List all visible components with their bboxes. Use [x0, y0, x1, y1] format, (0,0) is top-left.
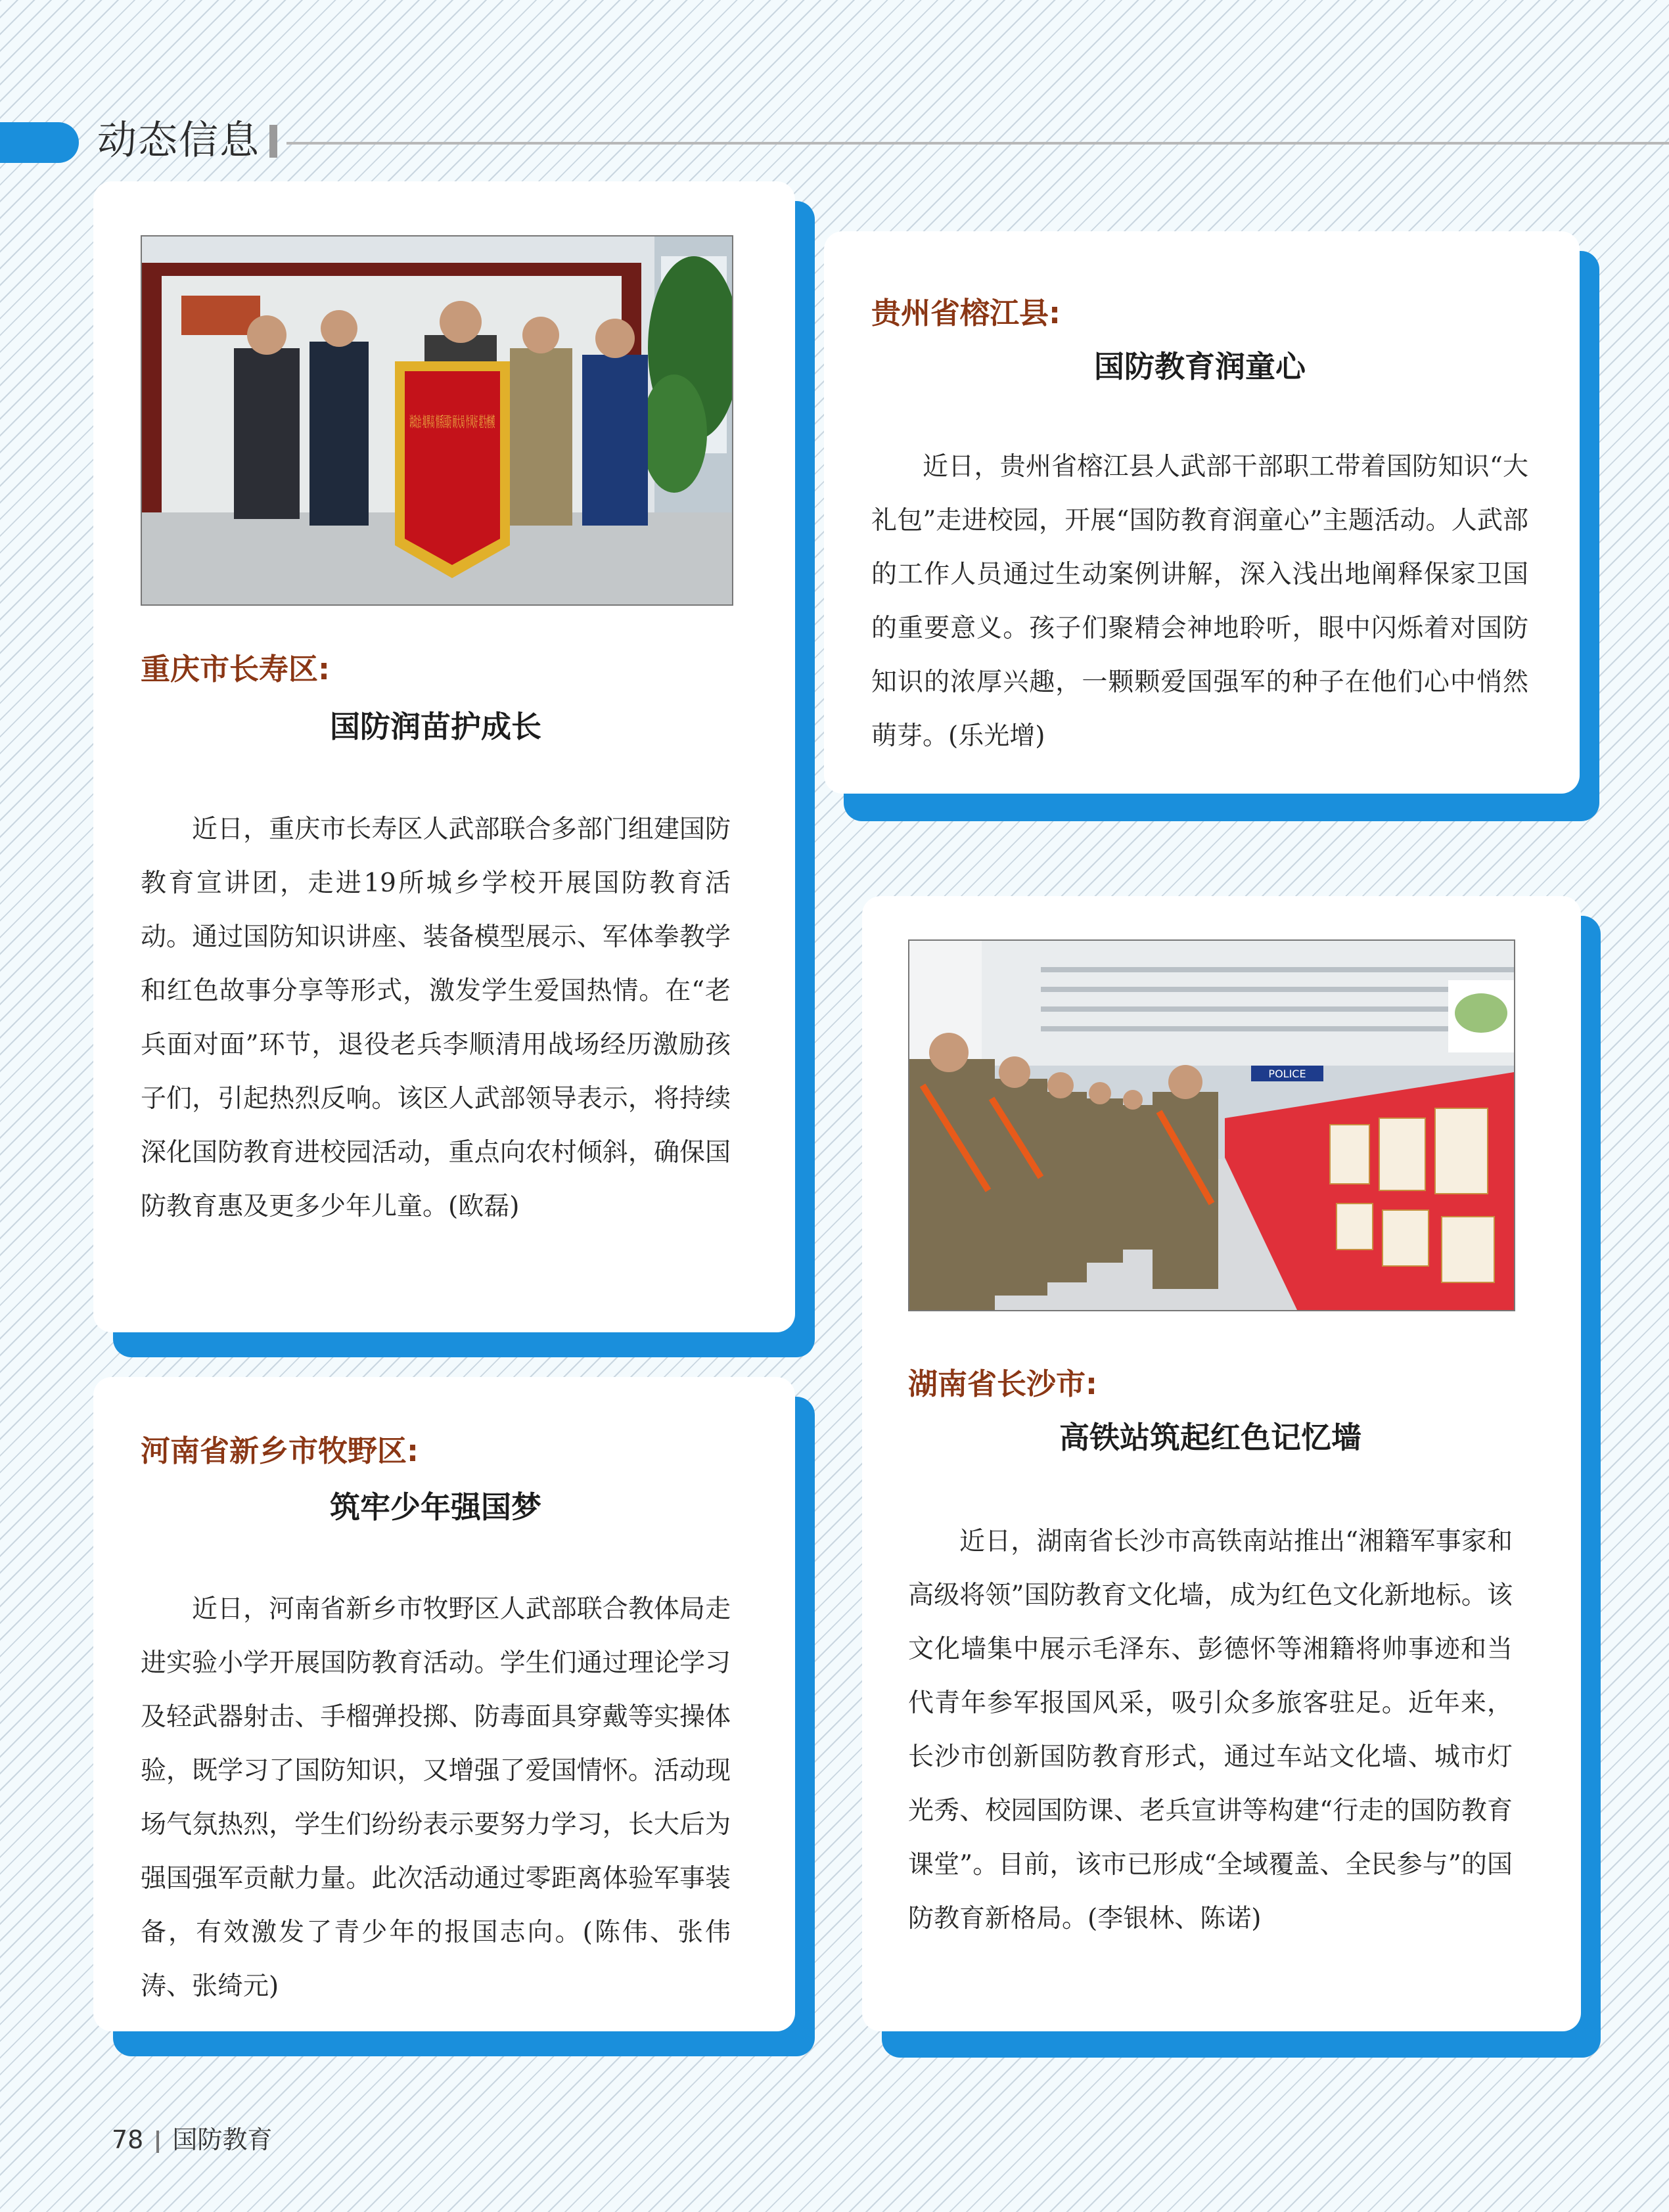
article-photo-banner-presentation: [141, 235, 733, 606]
section-title-divider: [269, 125, 277, 158]
article-body: 近日，河南省新乡市牧野区人武部联合教体局走进实验小学开展国防教育活动。学生们通过理论学习及轻武器射击、手榴弹投掷、防毒面具穿戴等实操体验，既学习了国防知识，又增强了爱国情怀。活动现场气氛热烈，学生们纷纷表示要努力学习，长大后为强国强军贡献力量。此次活动通过零距离体验军事装备，有效激发了青少年的报国志向。(陈伟、张伟涛、张绮元): [141, 1594, 731, 2001]
page-number: 78: [112, 2125, 144, 2154]
police-sign-text: POLICE: [1268, 1068, 1306, 1080]
section-title: 动态信息: [97, 118, 260, 164]
article-region: 重庆市长寿区:: [141, 652, 330, 687]
article-body: 近日，重庆市长寿区人武部联合多部门组建国防教育宣讲团，走进19所城乡学校开展国防教育活动。通过国防知识讲座、装备模型展示、军体拳教学和红色故事分享等形式，激发学生爱国热情。在“老兵面对面”环节，退役老兵李顺清用战场经历激励孩子们，引起热烈反响。该区人武部领导表示，将持续深化国防教育进校园活动，重点向农村倾斜，确保国防教育惠及更多少年儿童。(欧磊): [141, 815, 731, 1221]
magazine-name: 国防教育: [172, 2125, 273, 2154]
page-footer: [112, 2119, 272, 2156]
article-headline: 国防教育润童心: [1094, 349, 1306, 384]
article-photo-memory-wall: [908, 939, 1515, 1311]
article-region: 河南省新乡市牧野区:: [141, 1433, 419, 1468]
section-marker: [0, 122, 79, 163]
header-rule: [286, 142, 1669, 145]
article-headline: 高铁站筑起红色记忆墙: [1059, 1420, 1361, 1455]
article-headline: 筑牢少年强国梦: [330, 1489, 541, 1525]
article-region: 湖南省长沙市:: [908, 1366, 1097, 1401]
article-body: 近日，湖南省长沙市高铁南站推出“湘籍军事家和高级将领”国防教育文化墙，成为红色文化新地标。该文化墙集中展示毛泽东、彭德怀等湘籍将帅事迹和当代青年参军报国风采，吸引众多旅客驻足。近年来，长沙市创新国防教育形式，通过车站文化墙、城市灯光秀、校园国防课、老兵宣讲等构建“行走的国防教育课堂”。目前，该市已形成“全域覆盖、全民参与”的国防教育新格局。(李银林、陈诺): [908, 1527, 1513, 1933]
banner-text: 讲政治 境界高 情系国防 顾大局 作风好 堪为楷模: [409, 415, 495, 431]
article-headline: 国防润苗护成长: [330, 709, 541, 744]
footer-divider: [156, 2131, 159, 2153]
article-body: 近日，贵州省榕江县人武部干部职工带着国防知识“大礼包”走进校园，开展“国防教育润童心”主题活动。人武部的工作人员通过生动案例讲解，深入浅出地阐释保家卫国的重要意义。孩子们聚精会神地聆听，眼中闪烁着对国防知识的浓厚兴趣，一颗颗爱国强军的种子在他们心中悄然萌芽。(乐光增): [871, 452, 1528, 751]
article-region: 贵州省榕江县:: [871, 296, 1061, 330]
